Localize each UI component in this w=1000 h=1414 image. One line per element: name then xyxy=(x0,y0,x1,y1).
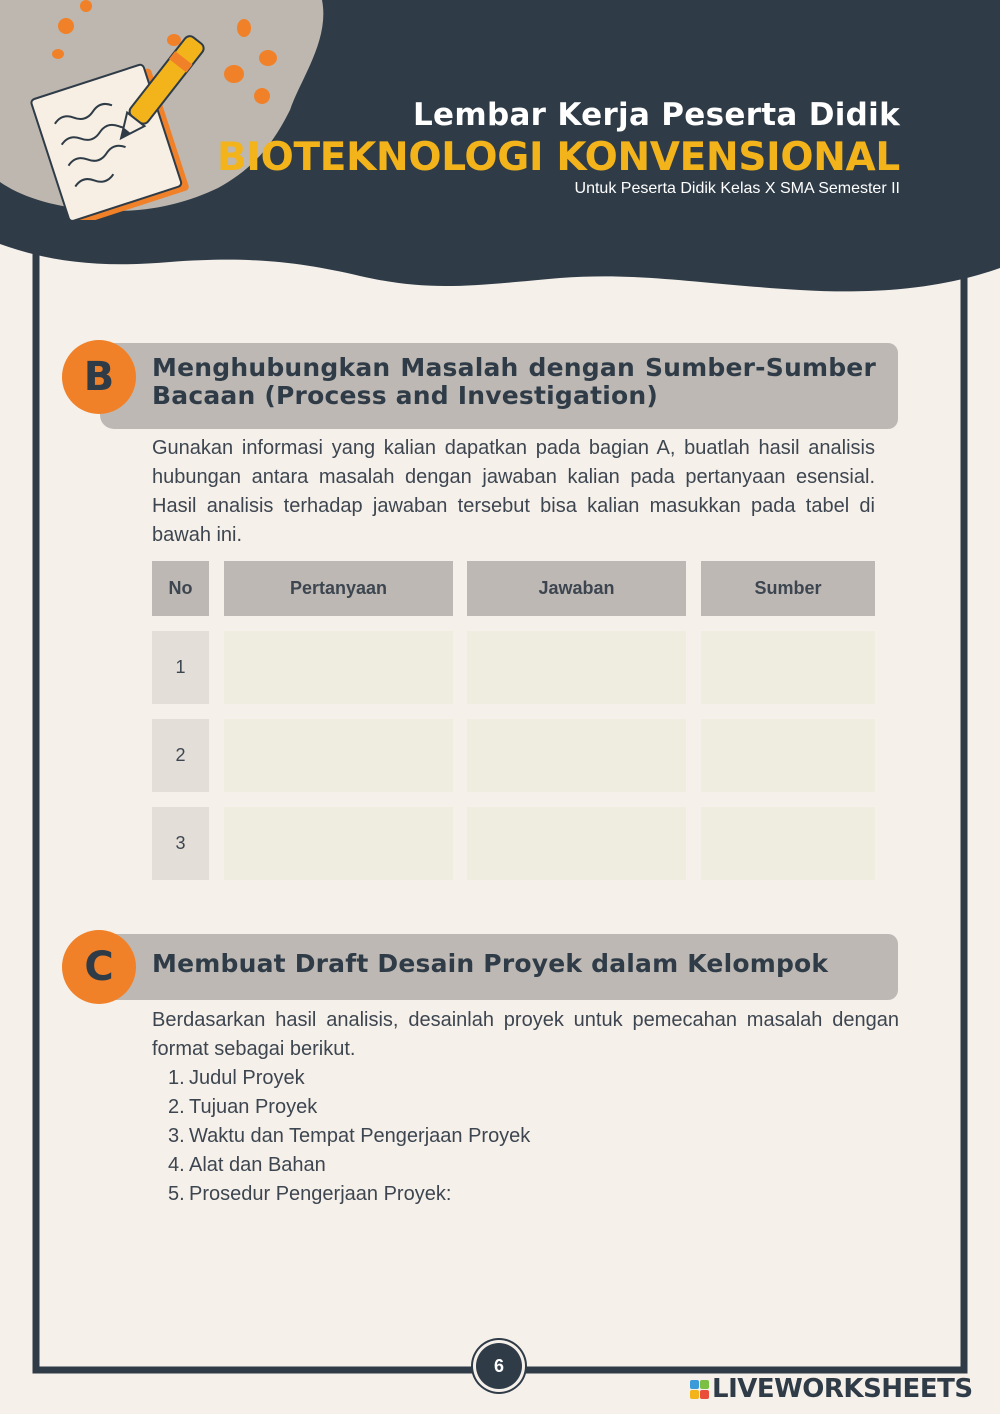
table-row-number: 2 xyxy=(152,719,209,792)
list-item-number: 5. xyxy=(168,1183,185,1205)
header-title: BIOTEKNOLOGI KONVENSIONAL xyxy=(216,135,900,180)
liveworksheets-logo[interactable] xyxy=(690,1374,973,1404)
list-item-number: 3. xyxy=(168,1125,185,1147)
header-subtitle: Lembar Kerja Peserta Didik xyxy=(412,97,900,133)
liveworksheets-icon xyxy=(690,1380,709,1399)
answer-cell-pertanyaan-1[interactable] xyxy=(224,631,453,704)
answer-cell-sumber-2[interactable] xyxy=(701,719,875,792)
section-c-title: Membuat Draft Desain Proyek dalam Kelompok xyxy=(152,949,829,978)
list-item-text: Prosedur Pengerjaan Proyek: xyxy=(189,1183,452,1205)
project-format-list xyxy=(168,1064,530,1209)
section-c-intro: Berdasarkan hasil analisis, desainlah proyek untuk pemecahan masalah dengan format sebagai berikut. xyxy=(152,1009,899,1060)
list-item-text: Tujuan Proyek xyxy=(189,1096,318,1118)
liveworksheets-brand: LIVEWORKSHEETS xyxy=(712,1374,973,1404)
list-item-text: Waktu dan Tempat Pengerjaan Proyek xyxy=(189,1125,531,1147)
section-b-title-line1: Menghubungkan Masalah dengan Sumber-Sumber xyxy=(152,353,876,382)
table-header-pertanyaan: Pertanyaan xyxy=(224,561,453,616)
table-header-no: No xyxy=(152,561,209,616)
page-number: 6 xyxy=(476,1343,522,1389)
list-item xyxy=(168,1064,530,1093)
section-b-badge: B xyxy=(62,340,136,414)
answer-cell-sumber-3[interactable] xyxy=(701,807,875,880)
table-row-number: 3 xyxy=(152,807,209,880)
list-item xyxy=(168,1093,530,1122)
answer-cell-jawaban-1[interactable] xyxy=(467,631,686,704)
answer-cell-jawaban-3[interactable] xyxy=(467,807,686,880)
list-item-number: 1. xyxy=(168,1067,185,1089)
answer-cell-pertanyaan-3[interactable] xyxy=(224,807,453,880)
list-item-text: Alat dan Bahan xyxy=(189,1154,326,1176)
list-item xyxy=(168,1122,530,1151)
answer-cell-sumber-1[interactable] xyxy=(701,631,875,704)
answer-cell-jawaban-2[interactable] xyxy=(467,719,686,792)
section-b-title xyxy=(152,354,876,410)
answer-cell-pertanyaan-2[interactable] xyxy=(224,719,453,792)
list-item xyxy=(168,1151,530,1180)
section-c-badge: C xyxy=(62,930,136,1004)
notebook-pen-icon xyxy=(20,20,220,220)
header-tagline: Untuk Peserta Didik Kelas X SMA Semester II xyxy=(574,180,900,197)
header xyxy=(217,92,900,198)
section-b-intro: Gunakan informasi yang kalian dapatkan pada bagian A, buatlah hasil analisis hubungan antara masalah dengan jawaban kalian pada pertanyaan esensial. Hasil analisis terhadap jawaban tersebut bisa kalian masukkan pada tabel di bawah ini. xyxy=(152,437,875,546)
list-item-text: Judul Proyek xyxy=(189,1067,305,1089)
section-b-title-line2: Bacaan (Process and Investigation) xyxy=(152,381,658,410)
list-item-number: 2. xyxy=(168,1096,185,1118)
table-header-jawaban: Jawaban xyxy=(467,561,686,616)
table-row-number: 1 xyxy=(152,631,209,704)
list-item-number: 4. xyxy=(168,1154,185,1176)
table-header-sumber: Sumber xyxy=(701,561,875,616)
list-item xyxy=(168,1180,530,1209)
